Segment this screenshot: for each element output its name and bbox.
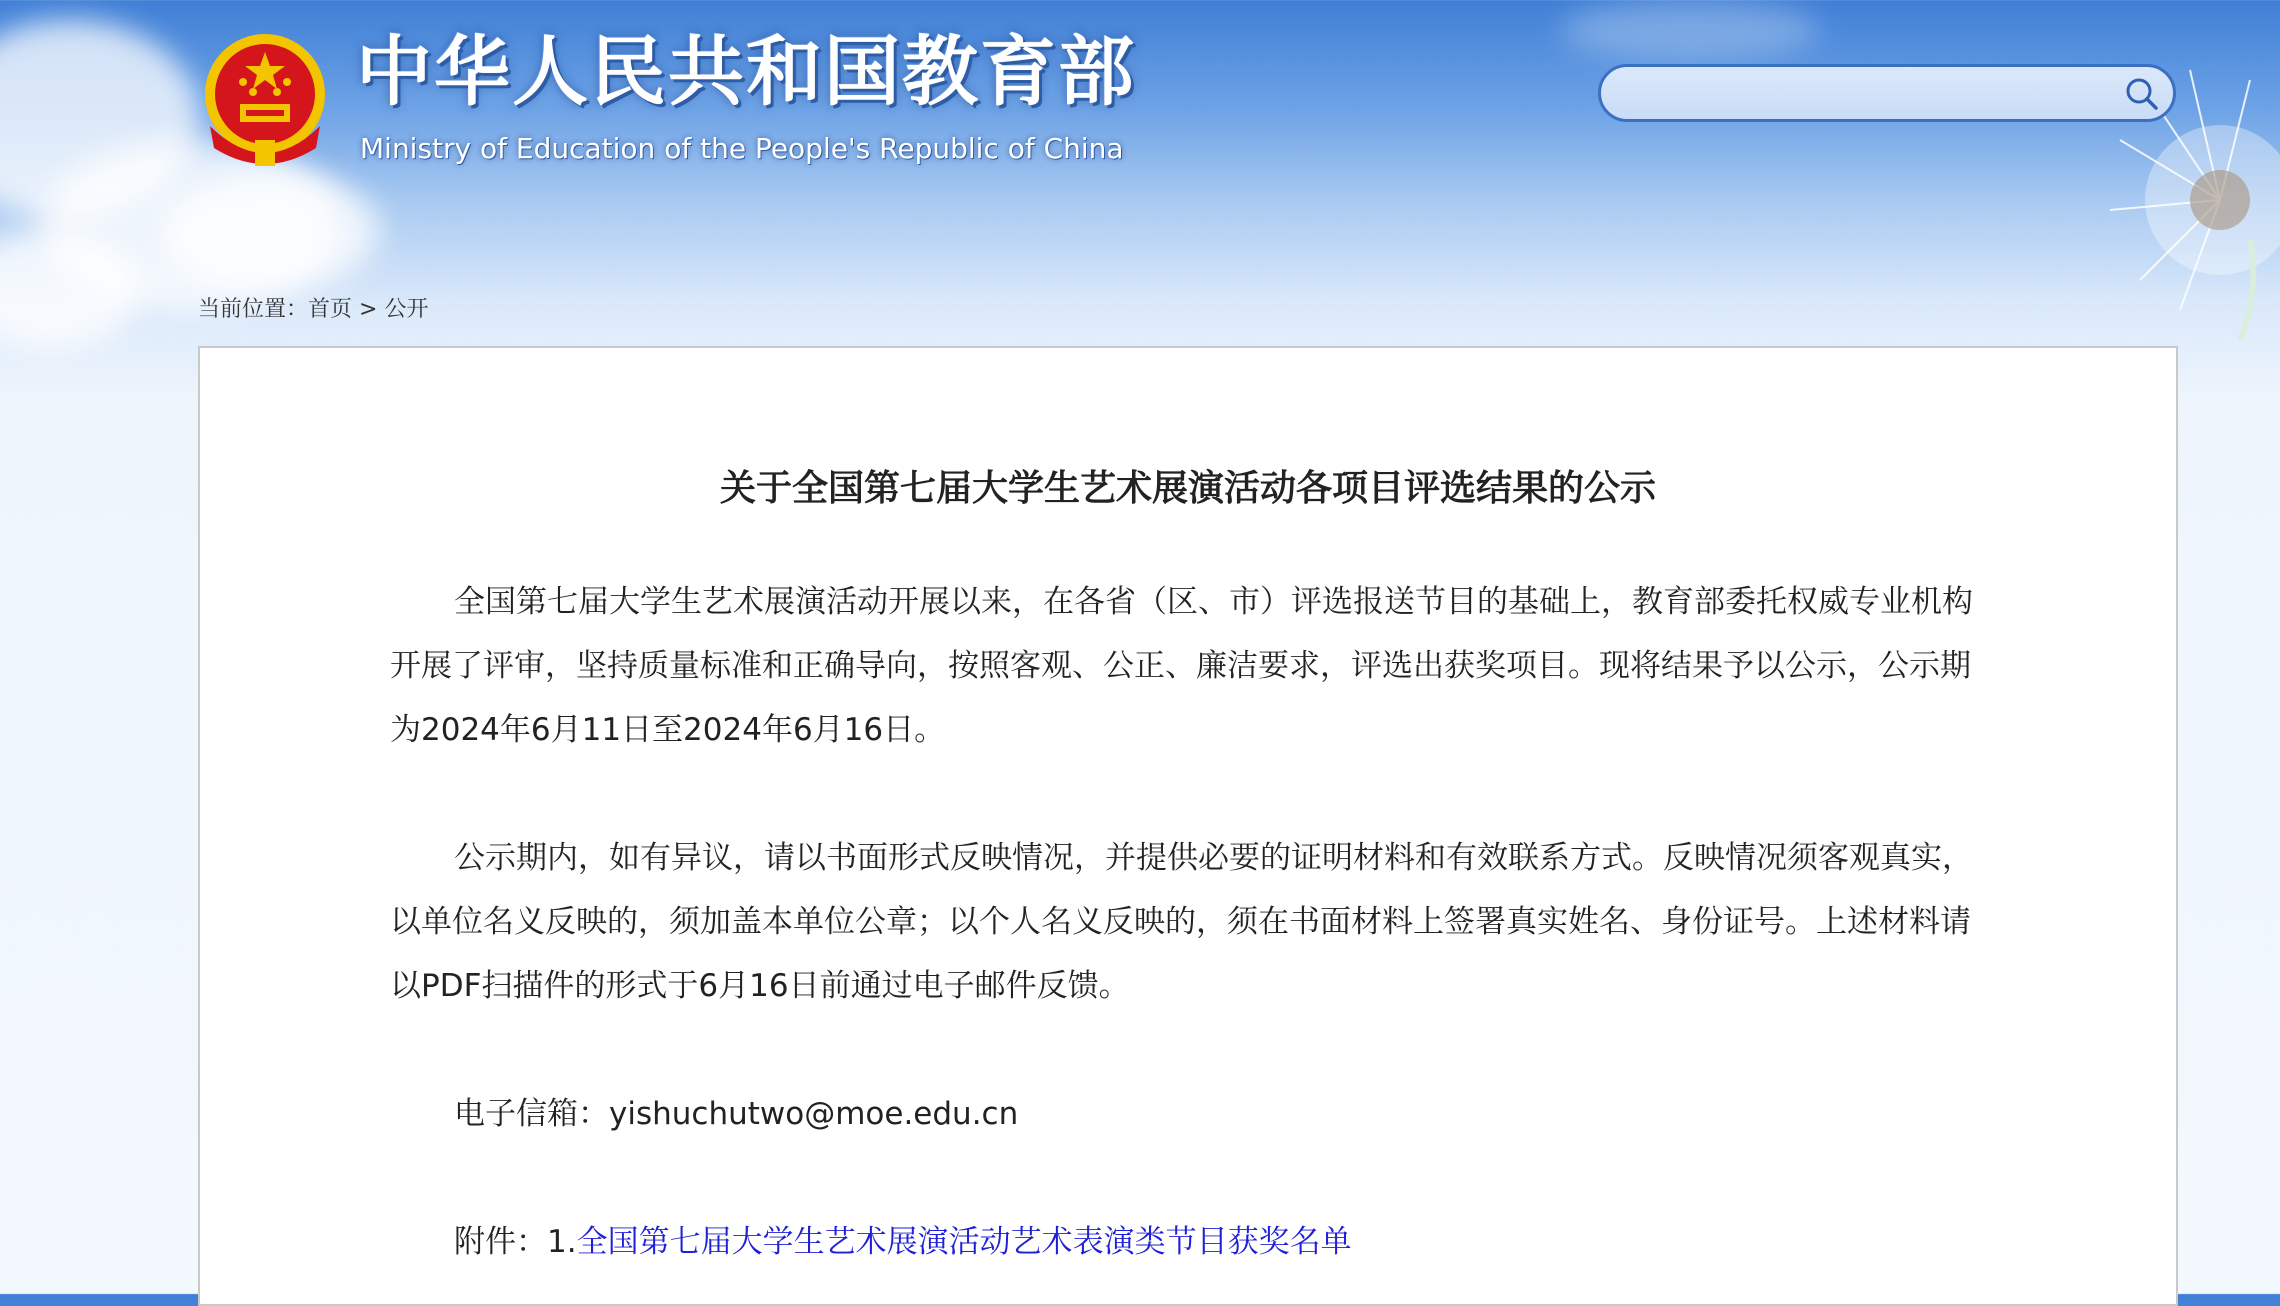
attachment-index: 1. [547,1224,577,1260]
search-icon[interactable] [2122,74,2162,114]
breadcrumb-current-link[interactable]: 公开 [384,297,429,322]
site-title-en: Ministry of Education of the People's Republic of China [360,132,1124,165]
search-input[interactable] [1598,64,2176,122]
attachment-line [390,1210,2000,1274]
attachment-link[interactable]: 全国第七届大学生艺术展演活动艺术表演类节目获奖名单 [576,1224,1352,1260]
article-title: 关于全国第七届大学生艺术展演活动各项目评选结果的公示 [719,468,1656,509]
breadcrumb-prefix: 当前位置： [198,297,309,322]
email-address[interactable]: yishuchutwo@moe.edu.cn [609,1096,1019,1132]
email-line [390,1082,2000,1146]
dandelion-decoration [2080,10,2280,340]
article-paragraph: 全国第七届大学生艺术展演活动开展以来，在各省（区、市）评选报送节目的基础上，教育部委托权威专业机构开展了评审，坚持质量标准和正确导向，按照客观、公正、廉洁要求，评选出获奖项目。现将结果予以公示，公示期为2024年6月11日至2024年6月16日。 [390,584,1973,748]
breadcrumb-separator: > [352,297,385,322]
breadcrumb-home-link[interactable]: 首页 [308,297,353,322]
article-paragraph: 公示期内，如有异议，请以书面形式反映情况，并提供必要的证明材料和有效联系方式。反映情况须客观真实，以单位名义反映的，须加盖本单位公章；以个人名义反映的，须在书面材料上签署真实姓名、身份证号。上述材料请以PDF扫描件的形式于6月16日前通过电子邮件反馈。 [390,840,1973,1004]
attachment-label: 附件： [454,1224,547,1260]
article-body [390,570,2000,1274]
email-label: 电子信箱： [454,1096,609,1132]
search-box [1598,64,2176,122]
site-title-cn[interactable]: 中华人民共和国教育部 [356,27,1136,116]
article-panel [198,346,2178,1306]
national-emblem-icon [198,30,332,170]
breadcrumb [198,292,428,323]
